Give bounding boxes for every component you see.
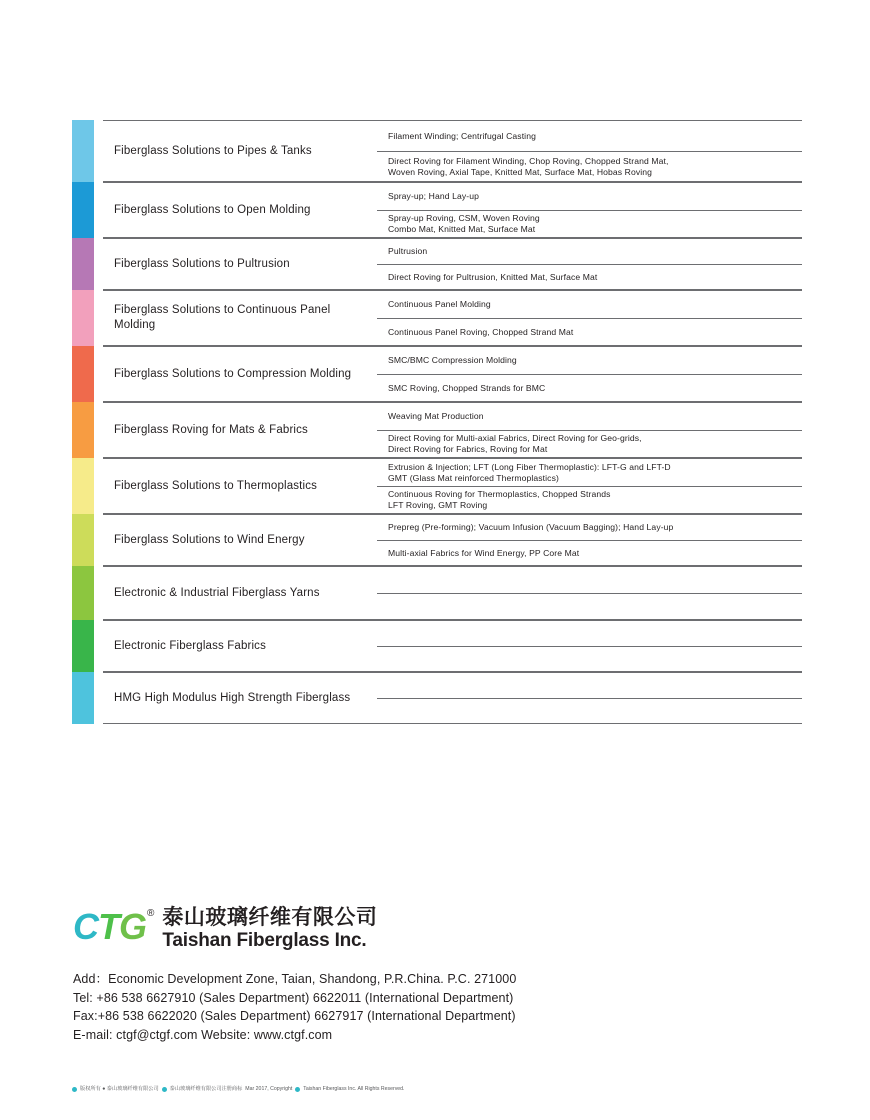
detail-line: Spray-up; Hand Lay-up [388,191,479,201]
company-name-block [162,905,377,952]
detail-line: GMT (Glass Mat reinforced Thermoplastics) [388,472,559,483]
table-row [72,120,802,182]
color-chip [72,238,94,290]
detail-column [377,672,802,724]
copyright-en: Mar 2017, Copyright [245,1086,293,1092]
detail-cell [377,430,802,458]
contact-address: Add：Economic Development Zone, Taian, Shandong, P.R.China. P.C. 271000 [73,972,517,986]
table-row [72,346,802,402]
detail-cell [377,182,802,210]
detail-column [377,514,802,566]
category-cell: Fiberglass Solutions to Pipes & Tanks [103,120,377,182]
detail-cell [377,151,802,182]
detail-cell [377,120,802,151]
detail-line: Extrusion & Injection; LFT (Long Fiber Thermoplastic): LFT-G and LFT-D [388,461,671,472]
row-color-swatch [72,182,94,238]
table-row [72,566,802,620]
row-color-swatch [72,566,94,620]
detail-column [377,566,802,620]
category-cell: Electronic Fiberglass Fabrics [103,620,377,672]
detail-cell [377,593,802,620]
color-chip [72,566,94,620]
category-cell: Electronic & Industrial Fiberglass Yarns [103,566,377,620]
table-row [72,672,802,724]
spacer [94,672,103,724]
row-color-swatch [72,120,94,182]
color-chip [72,290,94,346]
copyright-en-2: Taishan Fiberglass Inc. All Rights Reserved. [303,1086,405,1092]
row-color-swatch [72,514,94,566]
detail-cell [377,646,802,672]
detail-cell [377,458,802,486]
company-logo [73,905,377,952]
logo-letter-c: C [73,906,98,947]
category-cell: HMG High Modulus High Strength Fiberglass [103,672,377,724]
logo-letter-t: T [98,906,119,947]
detail-line: Continuous Roving for Thermoplastics, Chopped Strands [388,489,611,499]
category-cell: Fiberglass Solutions to Pultrusion [103,238,377,290]
category-cell: Fiberglass Roving for Mats & Fabrics [103,402,377,458]
spacer [94,290,103,346]
row-color-swatch [72,458,94,514]
registered-trademark-icon: ® [147,908,154,919]
table-row [72,182,802,238]
detail-column [377,458,802,514]
spacer [94,120,103,182]
detail-cell [377,698,802,724]
detail-cell [377,238,802,264]
table-row [72,620,802,672]
row-color-swatch [72,290,94,346]
detail-line: Prepreg (Pre-forming); Vacuum Infusion (Vacuum Bagging); Hand Lay-up [388,522,674,532]
row-color-swatch [72,672,94,724]
spacer [94,620,103,672]
category-cell: Fiberglass Solutions to Thermoplastics [103,458,377,514]
detail-line: Weaving Mat Production [388,411,484,421]
solutions-table [72,120,802,724]
color-chip [72,182,94,238]
detail-column [377,182,802,238]
bullet-icon [295,1087,300,1092]
detail-column [377,290,802,346]
spacer [94,182,103,238]
color-chip [72,346,94,402]
spacer [94,514,103,566]
table-row [72,458,802,514]
copyright-cn-2: 泰山玻璃纤维有限公司注册商标 [169,1086,243,1092]
detail-line: Combo Mat, Knitted Mat, Surface Mat [388,224,536,234]
row-color-swatch [72,346,94,402]
detail-cell [377,264,802,290]
detail-line: Direct Roving for Pultrusion, Knitted Mat, Surface Mat [388,271,598,282]
detail-line: Continuous Panel Molding [388,299,491,309]
detail-line: Spray-up Roving, CSM, Woven Roving [388,213,540,223]
detail-cell [377,620,802,646]
color-chip [72,458,94,514]
category-cell: Fiberglass Solutions to Wind Energy [103,514,377,566]
detail-line: LFT Roving, GMT Roving [388,500,488,510]
detail-line: Multi-axial Fabrics for Wind Energy, PP Core Mat [388,547,580,558]
detail-line: Woven Roving, Axial Tape, Knitted Mat, Surface Mat, Hobas Roving [388,166,653,177]
company-name-cn: 泰山玻璃纤维有限公司 [162,906,378,929]
copyright-cn-1: 版权所有 ● 泰山玻璃纤维有限公司 [80,1086,159,1092]
contact-block [73,970,516,1044]
detail-cell [377,514,802,540]
detail-cell [377,402,802,430]
color-chip [72,514,94,566]
detail-column [377,402,802,458]
detail-line: Direct Roving for Multi-axial Fabrics, Direct Roving for Geo-grids, [388,433,642,443]
table-row [72,290,802,346]
table-row [72,238,802,290]
detail-line: Direct Roving for Filament Winding, Chop Roving, Chopped Strand Mat, [388,155,669,166]
row-color-swatch [72,620,94,672]
contact-email: E-mail: ctgf@ctgf.com Website: www.ctgf.com [73,1027,333,1042]
table-row [72,402,802,458]
detail-cell [377,566,802,593]
spacer [94,238,103,290]
bullet-icon [72,1087,77,1092]
category-cell: Fiberglass Solutions to Continuous Panel Molding [103,290,377,346]
row-color-swatch [72,402,94,458]
contact-tel: Tel: +86 538 6627910 (Sales Department) 6622011 (International Department) [73,990,514,1005]
logo-letter-g: G [119,906,147,947]
detail-cell [377,374,802,402]
spacer [94,402,103,458]
detail-column [377,120,802,182]
detail-line: Direct Roving for Fabrics, Roving for Mat [388,444,548,454]
detail-cell [377,290,802,318]
copyright-bar [72,1085,802,1093]
row-color-swatch [72,238,94,290]
color-chip [72,120,94,182]
color-chip [72,672,94,724]
detail-cell [377,318,802,346]
bullet-icon [162,1087,167,1092]
color-chip [72,620,94,672]
spacer [94,346,103,402]
detail-line: SMC Roving, Chopped Strands for BMC [388,382,546,393]
detail-line: Pultrusion [388,246,428,256]
detail-cell [377,486,802,514]
detail-cell [377,672,802,698]
detail-column [377,346,802,402]
contact-fax: Fax:+86 538 6622020 (Sales Department) 6627917 (International Department) [73,1009,516,1023]
detail-cell [377,346,802,374]
company-name-en: Taishan Fiberglass Inc. [162,930,367,951]
detail-cell [377,210,802,238]
color-chip [72,402,94,458]
spacer [94,458,103,514]
ctg-logomark [73,905,162,946]
table-row [72,514,802,566]
category-cell: Fiberglass Solutions to Open Molding [103,182,377,238]
detail-line: Filament Winding; Centrifugal Casting [388,130,536,141]
detail-line: Continuous Panel Roving, Chopped Strand Mat [388,326,574,337]
detail-line: SMC/BMC Compression Molding [388,355,517,365]
category-cell: Fiberglass Solutions to Compression Molding [103,346,377,402]
detail-cell [377,540,802,566]
spacer [94,566,103,620]
detail-column [377,620,802,672]
detail-column [377,238,802,290]
